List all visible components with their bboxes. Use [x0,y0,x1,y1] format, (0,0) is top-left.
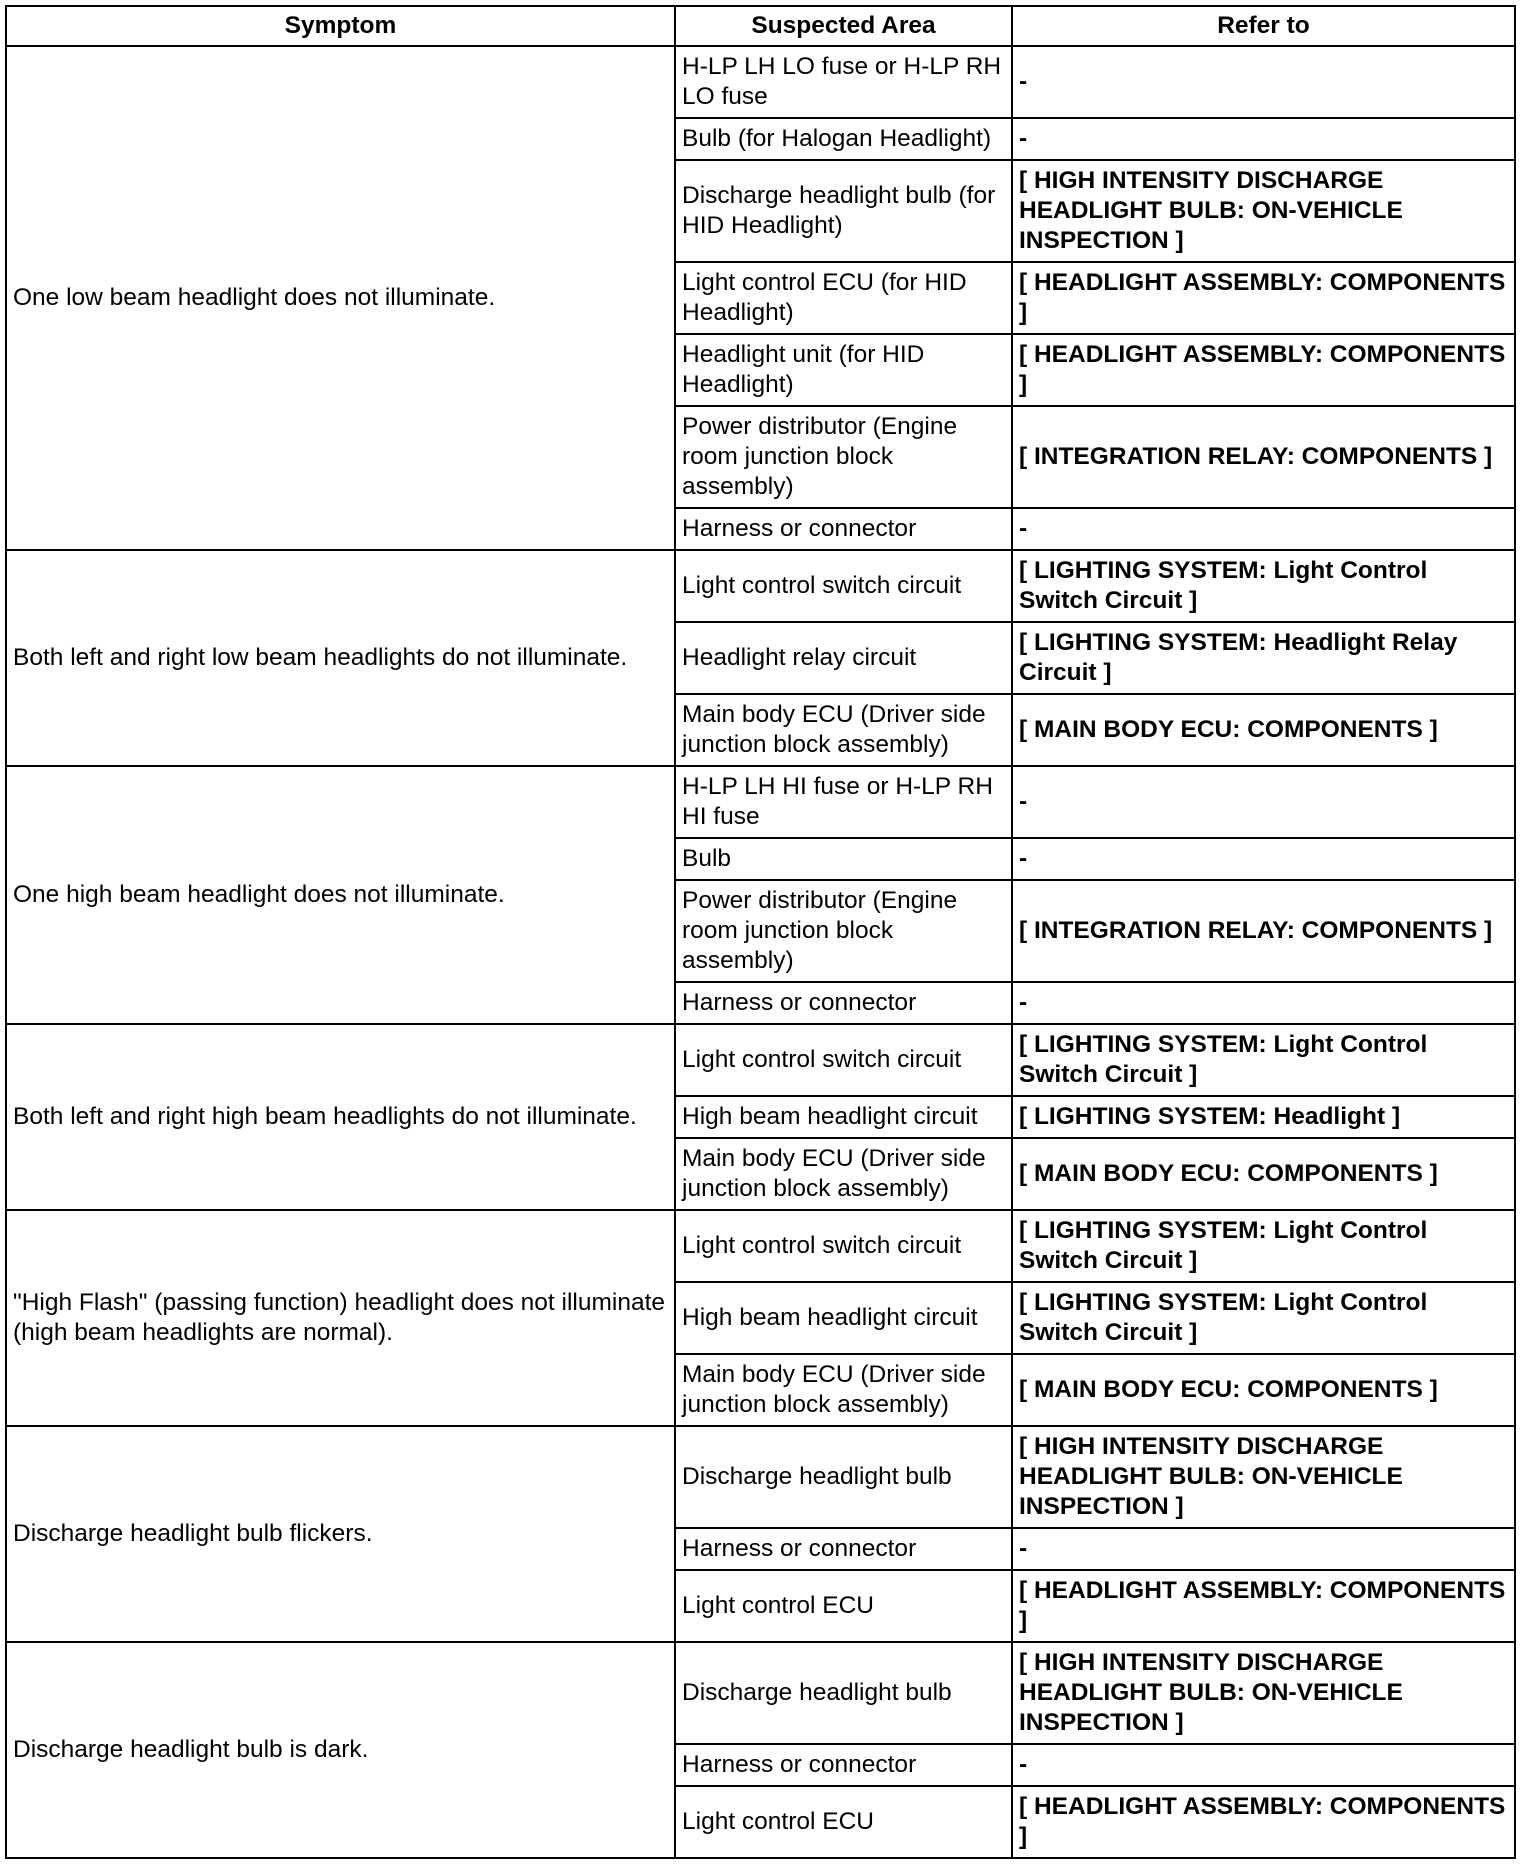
suspected-area-cell: Headlight relay circuit [675,622,1012,694]
suspected-area-cell: Light control ECU [675,1570,1012,1642]
suspected-area-cell: H-LP LH LO fuse or H-LP RH LO fuse [675,46,1012,118]
refer-to-cell: - [1012,46,1515,118]
symptom-cell: "High Flash" (passing function) headlight does not illuminate (high beam headlights are normal). [6,1210,675,1426]
table-row [6,1426,1515,1528]
suspected-area-cell: Main body ECU (Driver side junction block assembly) [675,1138,1012,1210]
refer-to-cell: [ HIGH INTENSITY DISCHARGE HEADLIGHT BULB: ON-VEHICLE INSPECTION ] [1012,1426,1515,1528]
suspected-area-cell: Harness or connector [675,1744,1012,1786]
symptom-cell: Both left and right high beam headlights do not illuminate. [6,1024,675,1210]
header-suspected-area: Suspected Area [675,6,1012,46]
suspected-area-cell: Light control switch circuit [675,550,1012,622]
refer-to-cell: - [1012,982,1515,1024]
refer-to-cell: - [1012,838,1515,880]
refer-to-cell: [ LIGHTING SYSTEM: Light Control Switch Circuit ] [1012,1210,1515,1282]
troubleshooting-table [5,5,1516,1859]
refer-to-cell: - [1012,1744,1515,1786]
refer-to-cell: [ INTEGRATION RELAY: COMPONENTS ] [1012,880,1515,982]
suspected-area-cell: Main body ECU (Driver side junction block assembly) [675,1354,1012,1426]
suspected-area-cell: Harness or connector [675,508,1012,550]
document [5,5,1516,1859]
suspected-area-cell: H-LP LH HI fuse or H-LP RH HI fuse [675,766,1012,838]
refer-to-cell: [ LIGHTING SYSTEM: Headlight Relay Circuit ] [1012,622,1515,694]
table-row [6,1642,1515,1744]
refer-to-cell: - [1012,1528,1515,1570]
refer-to-cell: [ LIGHTING SYSTEM: Light Control Switch Circuit ] [1012,550,1515,622]
symptom-cell: Discharge headlight bulb is dark. [6,1642,675,1858]
refer-to-cell: [ HIGH INTENSITY DISCHARGE HEADLIGHT BULB: ON-VEHICLE INSPECTION ] [1012,1642,1515,1744]
suspected-area-cell: Main body ECU (Driver side junction block assembly) [675,694,1012,766]
suspected-area-cell: Power distributor (Engine room junction block assembly) [675,880,1012,982]
table-header-row [6,6,1515,46]
suspected-area-cell: Headlight unit (for HID Headlight) [675,334,1012,406]
refer-to-cell: - [1012,118,1515,160]
suspected-area-cell: Light control switch circuit [675,1024,1012,1096]
header-refer-to: Refer to [1012,6,1515,46]
refer-to-cell: [ INTEGRATION RELAY: COMPONENTS ] [1012,406,1515,508]
refer-to-cell: [ HEADLIGHT ASSEMBLY: COMPONENTS ] [1012,334,1515,406]
table-row [6,46,1515,118]
refer-to-cell: [ MAIN BODY ECU: COMPONENTS ] [1012,694,1515,766]
refer-to-cell: [ LIGHTING SYSTEM: Light Control Switch Circuit ] [1012,1024,1515,1096]
header-symptom: Symptom [6,6,675,46]
symptom-cell: One low beam headlight does not illuminate. [6,46,675,550]
refer-to-cell: [ MAIN BODY ECU: COMPONENTS ] [1012,1354,1515,1426]
suspected-area-cell: Power distributor (Engine room junction block assembly) [675,406,1012,508]
symptom-cell: Both left and right low beam headlights do not illuminate. [6,550,675,766]
suspected-area-cell: Discharge headlight bulb [675,1642,1012,1744]
refer-to-cell: [ LIGHTING SYSTEM: Light Control Switch Circuit ] [1012,1282,1515,1354]
refer-to-cell: [ HIGH INTENSITY DISCHARGE HEADLIGHT BULB: ON-VEHICLE INSPECTION ] [1012,160,1515,262]
symptom-cell: Discharge headlight bulb flickers. [6,1426,675,1642]
table-body [6,46,1515,1858]
table-row [6,1210,1515,1282]
suspected-area-cell: Light control ECU [675,1786,1012,1858]
suspected-area-cell: High beam headlight circuit [675,1096,1012,1138]
suspected-area-cell: Harness or connector [675,982,1012,1024]
refer-to-cell: [ MAIN BODY ECU: COMPONENTS ] [1012,1138,1515,1210]
suspected-area-cell: Discharge headlight bulb [675,1426,1012,1528]
suspected-area-cell: Light control ECU (for HID Headlight) [675,262,1012,334]
suspected-area-cell: Bulb (for Halogan Headlight) [675,118,1012,160]
refer-to-cell: [ HEADLIGHT ASSEMBLY: COMPONENTS ] [1012,1570,1515,1642]
suspected-area-cell: Bulb [675,838,1012,880]
suspected-area-cell: Light control switch circuit [675,1210,1012,1282]
table-row [6,1024,1515,1096]
table-row [6,550,1515,622]
suspected-area-cell: Harness or connector [675,1528,1012,1570]
suspected-area-cell: Discharge headlight bulb (for HID Headlight) [675,160,1012,262]
suspected-area-cell: High beam headlight circuit [675,1282,1012,1354]
refer-to-cell: [ LIGHTING SYSTEM: Headlight ] [1012,1096,1515,1138]
table-row [6,766,1515,838]
refer-to-cell: - [1012,508,1515,550]
refer-to-cell: - [1012,766,1515,838]
refer-to-cell: [ HEADLIGHT ASSEMBLY: COMPONENTS ] [1012,262,1515,334]
refer-to-cell: [ HEADLIGHT ASSEMBLY: COMPONENTS ] [1012,1786,1515,1858]
symptom-cell: One high beam headlight does not illuminate. [6,766,675,1024]
